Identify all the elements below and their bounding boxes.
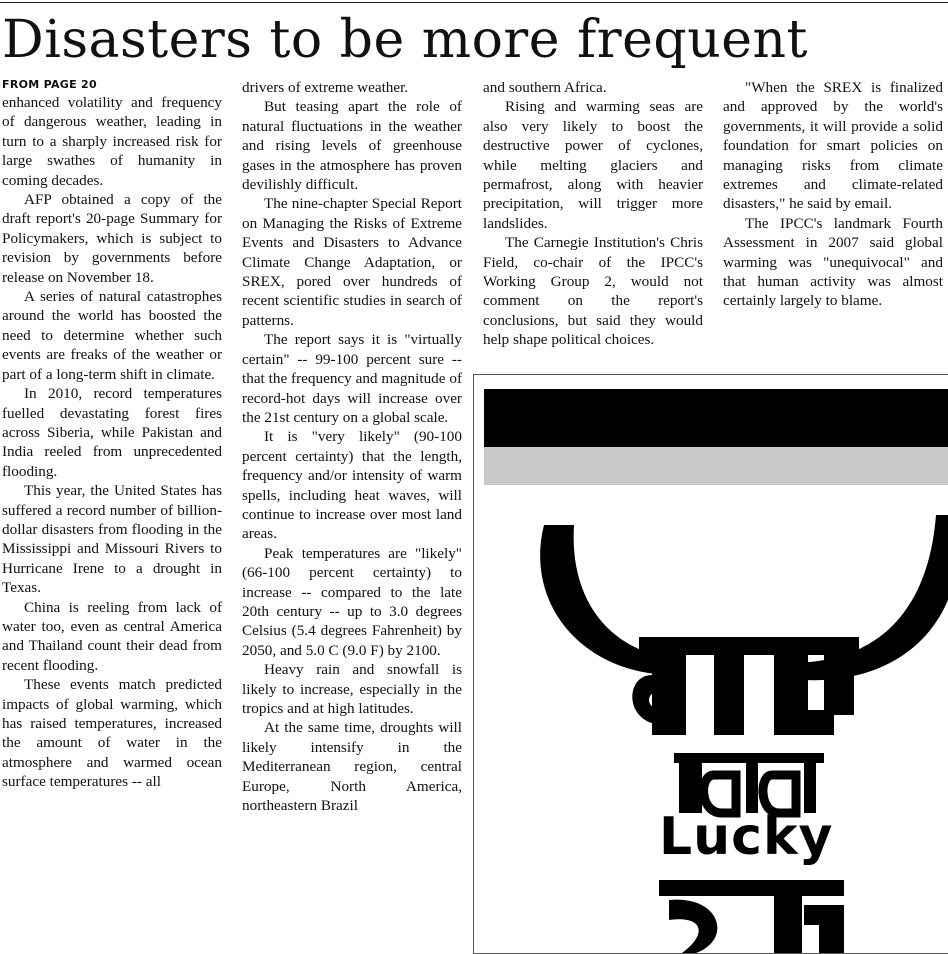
continued-from-label: FROM PAGE 20 — [2, 78, 97, 91]
top-rule — [0, 2, 948, 3]
paragraph: These events match predicted impacts of global warming, which has raised temperatures, increased the amount of water in the atmosphere and warmed ocean surface temperatures -- all — [2, 676, 222, 791]
paragraph: AFP obtained a copy of the draft report's 20-page Summary for Policymakers, which is subject to revision by governments before release on November 18. — [2, 191, 222, 286]
paragraph: The report says it is "virtually certain" -- 99-100 percent sure -- that the frequency and magnitude of record-hot days will increase over the 21st century on a global scale. — [242, 331, 462, 426]
article-column-3 — [483, 78, 703, 350]
paragraph: But teasing apart the role of natural fluctuations in the weather and rising levels of greenhouse gases in the atmosphere has proven devilishly difficult. — [242, 98, 462, 194]
paragraph: Heavy rain and snowfall is likely to increase, especially in the tropics and at high latitudes. — [242, 661, 462, 717]
advertisement[interactable] — [473, 374, 948, 954]
article-column-2 — [242, 78, 462, 815]
paragraph: "When the SREX is finalized and approved by the world's governments, it will provide a solid foundation for smart policies on managing risks from climate extremes and climate-related disasters," he said by email. — [723, 79, 943, 213]
paragraph: At the same time, droughts will likely intensify in the Mediterranean region, central Europe, North America, northeastern Brazil — [242, 719, 462, 815]
paragraph: It is "very likely" (90-100 percent certainty) that the length, frequency and/or intensity of warm spells, including heat waves, will continue to increase over most land areas. — [242, 428, 462, 543]
paragraph: This year, the United States has suffered a record number of billion-dollar disasters from flooding in the Mississippi and Missouri Rivers to Hurricane Irene to a drought in Texas. — [2, 482, 222, 597]
ad-lettering-eid — [659, 880, 844, 954]
ad-lucky-word: Lucky — [659, 807, 834, 867]
ad-lettering-takar — [674, 753, 824, 813]
bull-horn-right-icon — [796, 515, 948, 680]
paragraph: The nine-chapter Special Report on Managing the Risks of Extreme Events and Disasters to Advance Climate Change Adaptation, or SREX, pored over hundreds of recent scientific studies in search of patterns. — [242, 195, 462, 329]
paragraph: The Carnegie Institution's Chris Field, co-chair of the IPCC's Working Group 2, would not comment on the report's conclusions, but said they would help shape political choices. — [483, 234, 703, 349]
paragraph: The IPCC's landmark Fourth Assessment in 2007 said global warming was "unequivocal" and that human activity was almost certainly largely to blame. — [723, 214, 943, 310]
paragraph: A series of natural catastrophes around the world has boosted the need to determine whether such events are freaks of the weather or part of a long-term shift in climate. — [2, 288, 222, 383]
paragraph: Rising and warming seas are also very likely to boost the destructive power of cyclones, while melting glaciers and permafrost, along with heavier precipitation, will trigger more landslides. — [483, 98, 703, 232]
paragraph: Peak temperatures are "likely" (66-100 percent certainty) to increase -- compared to the late 20th century -- up to 3.0 degrees Celsius (5.4 degrees Fahrenheit) by 2050, and 5.0 C (9.0 F) by 2100. — [242, 544, 462, 659]
article-column-1 — [2, 78, 222, 792]
paragraph: and southern Africa. — [483, 79, 607, 96]
ad-artwork — [474, 375, 948, 954]
paragraph: drivers of extreme weather. — [242, 79, 409, 96]
paragraph: In 2010, record temperatures fuelled devastating forest fires across Siberia, while Pakistan and India reeled from unprecedented flooding. — [2, 385, 222, 480]
headline: Disasters to be more frequent — [2, 10, 808, 70]
paragraph: China is reeling from lack of water too, even as central America and Thailand count their dead from recent flooding. — [2, 598, 222, 674]
ad-lettering-lakh — [632, 637, 859, 735]
article-column-4 — [723, 78, 943, 311]
paragraph: enhanced volatility and frequency of dangerous weather, leading in turn to a sharply increased risk for large swathes of humanity in coming decades. — [2, 94, 222, 189]
